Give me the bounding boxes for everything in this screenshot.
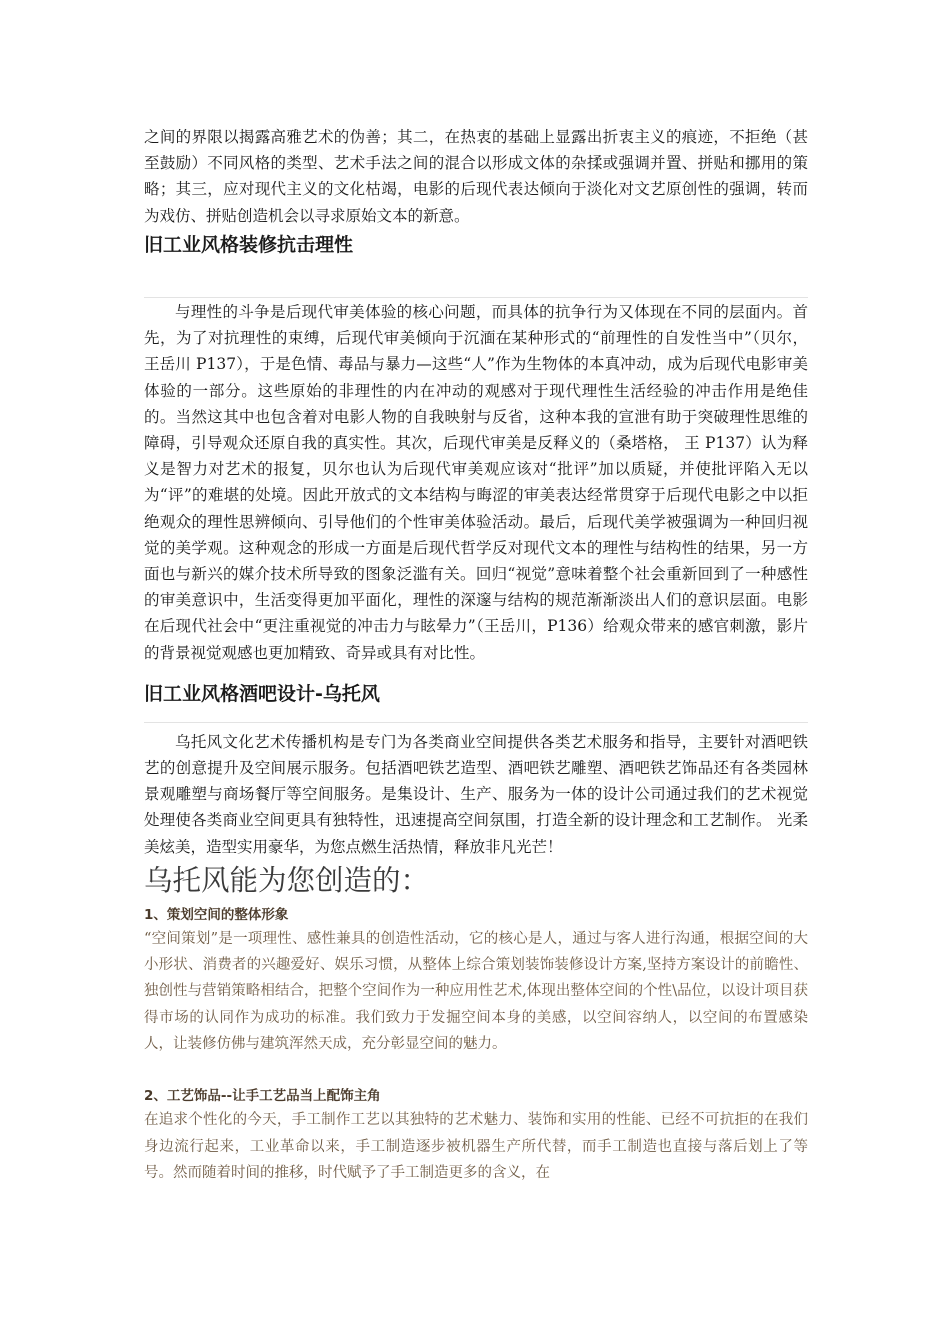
section3-heading: 乌托风能为您创造的：: [144, 863, 430, 897]
section2-heading: 旧工业风格酒吧设计-乌托风: [144, 682, 380, 705]
intro-paragraph: 之间的界限以揭露高雅艺术的伪善；其二，在热衷的基础上显露出折衷主义的痕迹，不拒绝（甚至鼓励）不同风格的类型、艺术手法之间的混合以形成文体的杂揉或强调并置、拼贴和挪用的策略；其三，应对现代主义的文化枯竭，电影的后现代表达倾向于淡化对文艺原创性的强调，转而为戏仿、拼贴创造机会以寻求原始文本的新意。: [144, 128, 808, 225]
section1-heading: 旧工业风格装修抗击理性: [144, 234, 354, 256]
document-page: [144, 124, 808, 1186]
section2-divider: [144, 722, 808, 723]
section1-divider: [144, 297, 808, 298]
item2-body: 在追求个性化的今天，手工制作工艺以其独特的艺术魅力、装饰和实用的性能、已经不可抗拒的在我们身边流行起来，工业革命以来，手工制造逐步被机器生产所代替，而手工制造也直接与落后划上了等号。然而随着时间的推移，时代赋予了手工制造更多的含义，在: [144, 1112, 808, 1181]
item1-title: 1、策划空间的整体形象: [144, 906, 289, 923]
item2-title: 2、工艺饰品--让手工艺品当上配饰主角: [144, 1088, 381, 1105]
item1-body: “空间策划”是一项理性、感性兼具的创造性活动，它的核心是人，通过与客人进行沟通，根据空间的大小形状、消费者的兴趣爱好、娱乐习惯，从整体上综合策划装饰装修设计方案,坚持方案设计的前瞻性、独创性与营销策略相结合，把整个空间作为一种应用性艺术,体现出整体空间的个性\品位，以设计项目获得市场的认同作为成功的标准。我们致力于发掘空间本身的美感，以空间容纳人，以空间的布置感染人，让装修仿佛与建筑浑然天成，充分彰显空间的魅力。: [144, 930, 808, 1053]
section2-body: 乌托风文化艺术传播机构是专门为各类商业空间提供各类艺术服务和指导，主要针对酒吧铁艺的创意提升及空间展示服务。包括酒吧铁艺造型、酒吧铁艺雕塑、酒吧铁艺饰品还有各类园林景观雕塑与商场餐厅等空间服务。是集设计、生产、服务为一体的设计公司通过我们的艺术视觉处理使各类商业空间更具有独特性，迅速提高空间氛围，打造全新的设计理念和工艺制作。 光柔美炫美，造型实用豪华，为您点燃生活热情，释放非凡光芒！: [144, 732, 808, 856]
section1-body: 与理性的斗争是后现代审美体验的核心问题，而具体的抗争行为又体现在不同的层面内。首先，为了对抗理性的束缚，后现代审美倾向于沉湎在某种形式的“前理性的自发性当中”（贝尔， 王岳川 P137），于是色情、毒品与暴力—这些“人”作为生物体的本真冲动，成为后现代电影审美体验的一部分。这些原始的非理性的内在冲动的观感对于现代理性生活经验的冲击作用是绝佳的。当然这其中也包含着对电影人物的自我映射与反省，这种本我的宣泄有助于突破理性思维的障碍，引导观众还原自我的真实性。其次，后现代审美是反释义的（桑塔格， 王 P137）认为释义是智力对艺术的报复，贝尔也认为后现代审美观应该对“批评”加以质疑，并使批评陷入无以为“评”的难堪的处境。因此开放式的文本结构与晦涩的审美表达经常贯穿于后现代电影之中以拒绝观众的理性思辨倾向、引导他们的个性审美体验活动。最后，后现代美学被强调为一种回归视觉的美学观。这种观念的形成一方面是后现代哲学反对现代文本的理性与结构性的结果，另一方面也与新兴的媒介技术所导致的图象泛滥有关。回归“视觉”意味着整个社会重新回到了一种感性的审美意识中，生活变得更加平面化，理性的深邃与结构的规范渐渐淡出人们的意识层面。电影在后现代社会中“更注重视觉的冲击力与眩晕力”（王岳川，P136）给观众带来的感官刺激，影片的背景视觉观感也更加精致、奇异或具有对比性。: [144, 303, 808, 662]
